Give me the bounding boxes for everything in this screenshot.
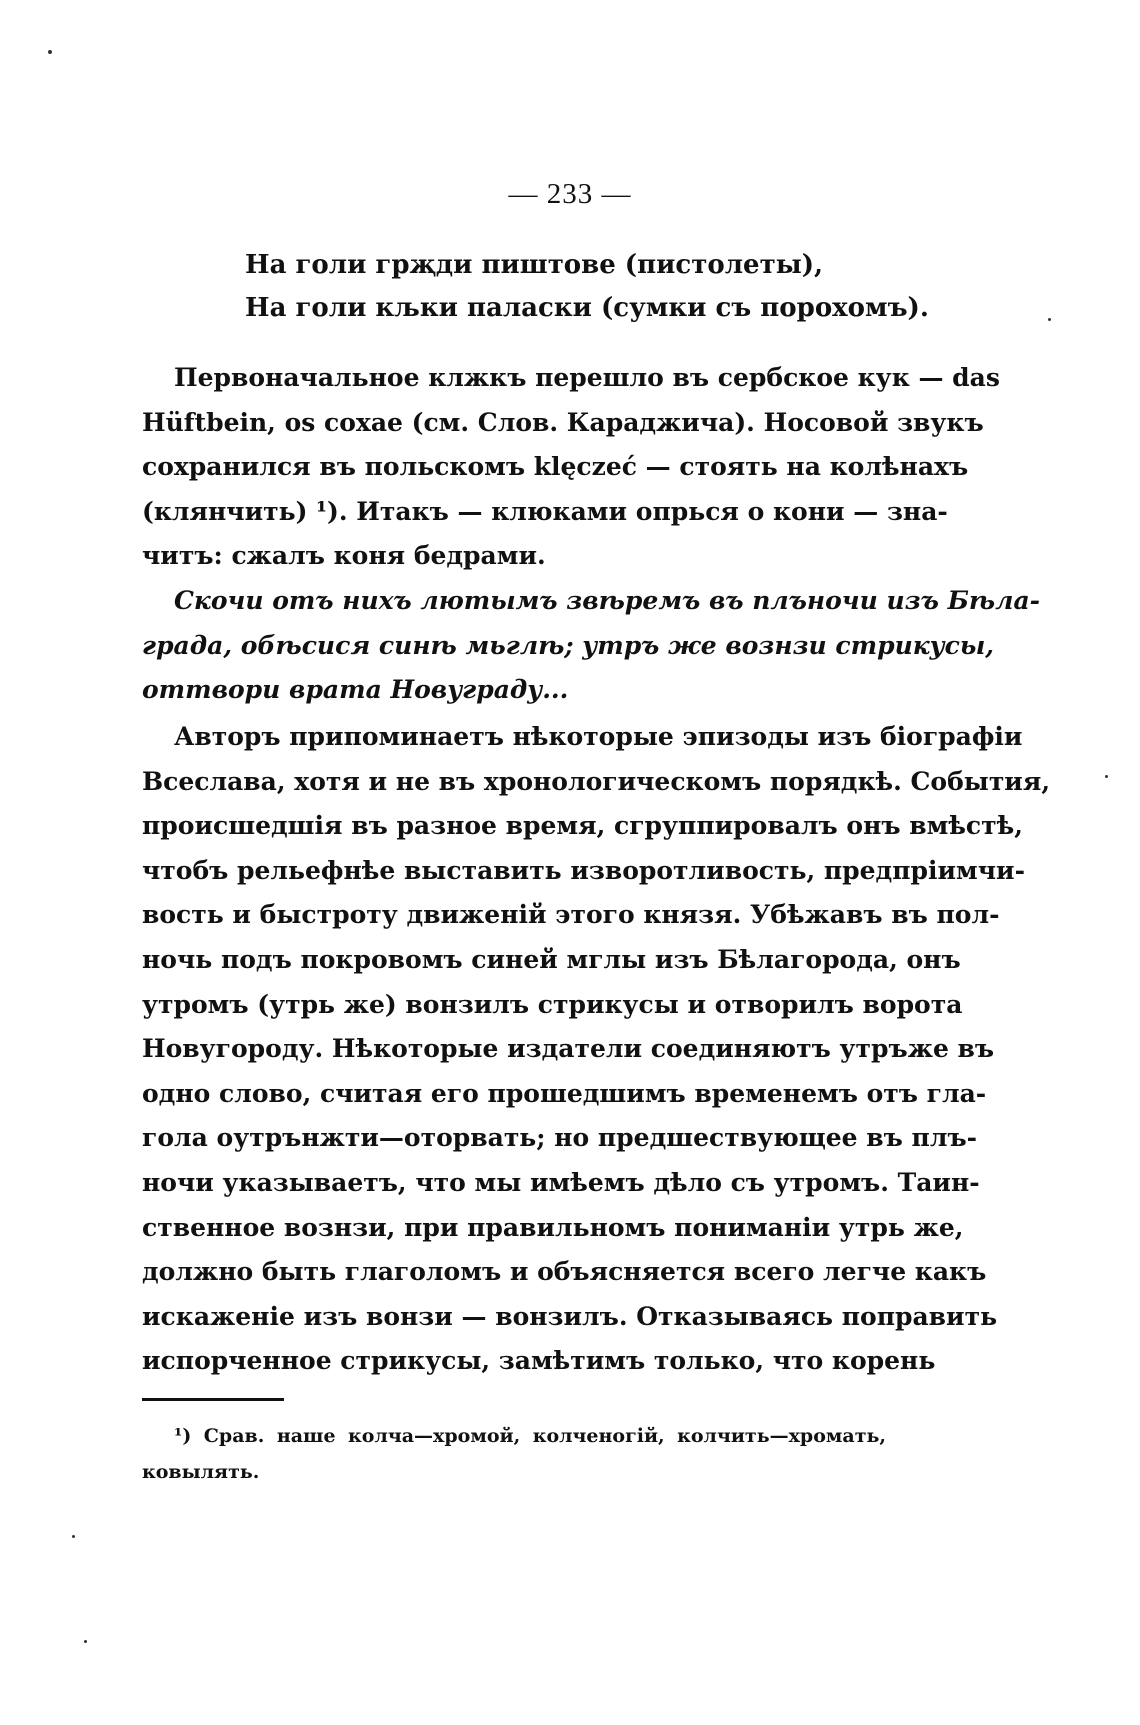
text-line: читъ: сжалъ коня бедрами. (142, 541, 546, 571)
page-number: — 233 — (508, 178, 632, 210)
footnote (142, 1418, 886, 1490)
text-line: Hüftbein, os coxae (см. Слов. Караджича). Носовой звукъ (142, 407, 984, 437)
scan-speck (84, 1640, 87, 1643)
paragraph-commentary (142, 715, 1051, 1384)
text-line: Скочи отъ нихъ лютымъ звѣремъ въ плъночи изъ Бѣла- (174, 586, 1041, 615)
text-line: (клянчить) ¹). Итакъ — клюками опрься о кони — зна- (142, 496, 948, 526)
text-line: одно слово, считая его прошедшимъ временемъ отъ гла- (142, 1078, 987, 1108)
text-line: ственное вознзи, при правильномъ пониманіи утрь же, (142, 1212, 964, 1242)
scan-speck (1048, 318, 1051, 321)
text-line: ночи указываетъ, что мы имѣемъ дѣло съ утромъ. Таин- (142, 1167, 980, 1197)
verse-line: На голи кљки паласки (сумки съ порохомъ). (245, 293, 929, 323)
paragraph-etymology (142, 356, 1000, 579)
text-line: града, обѣсися синѣ мьглѣ; утръ же вознзи стрикусы, (142, 630, 994, 660)
verse-quote (245, 244, 945, 330)
text-line: вость и быстроту движеній этого князя. Убѣжавъ въ пол- (142, 900, 1000, 930)
text-line: утромъ (утрь же) вонзилъ стрикусы и отворилъ ворота (142, 989, 963, 1019)
verse-line: На голи грҗди пиштове (пистолеты), (245, 250, 824, 280)
footnote-line: ковылять. (142, 1461, 260, 1483)
footnote-line: ¹) Срав. наше колча—хромой, колченогій, колчить—хромать, (174, 1425, 886, 1447)
scan-speck (1105, 775, 1108, 778)
text-line: ночь подъ покровомъ синей мглы изъ Бѣлагорода, онъ (142, 944, 961, 974)
footnote-divider (142, 1398, 284, 1401)
text-line: происшедшія въ разное время, сгруппировалъ онъ вмѣстѣ, (142, 811, 1023, 841)
text-line: чтобъ рельефнѣе выставить изворотливость, предпріимчи- (142, 855, 1025, 885)
scan-speck (72, 1535, 75, 1538)
text-line: Всеслава, хотя и не въ хронологическомъ порядкѣ. События, (142, 766, 1051, 796)
text-line: гола оутрънжти—оторвать; но предшествующее въ плъ- (142, 1123, 978, 1153)
text-line: оттвори врата Новуграду... (142, 675, 569, 705)
scan-speck (48, 50, 52, 54)
text-line: Новугороду. Нѣкоторые издатели соединяютъ утръже въ (142, 1034, 995, 1064)
text-line: Первоначальное клжкъ перешло въ сербское кук — das (174, 363, 1000, 392)
text-line: должно быть глаголомъ и объясняется всего легче какъ (142, 1257, 987, 1287)
text-line: Авторъ припоминаетъ нѣкоторые эпизоды изъ біографіи (174, 722, 1023, 751)
paragraph-quotation (142, 579, 1041, 713)
text-line: сохранился въ польскомъ klęczeć — стоять на колѣнахъ (142, 452, 969, 482)
text-line: испорченное стрикусы, замѣтимъ только, что корень (142, 1346, 936, 1376)
text-line: искаженіе изъ вонзи — вонзилъ. Отказываясь поправить (142, 1301, 998, 1331)
